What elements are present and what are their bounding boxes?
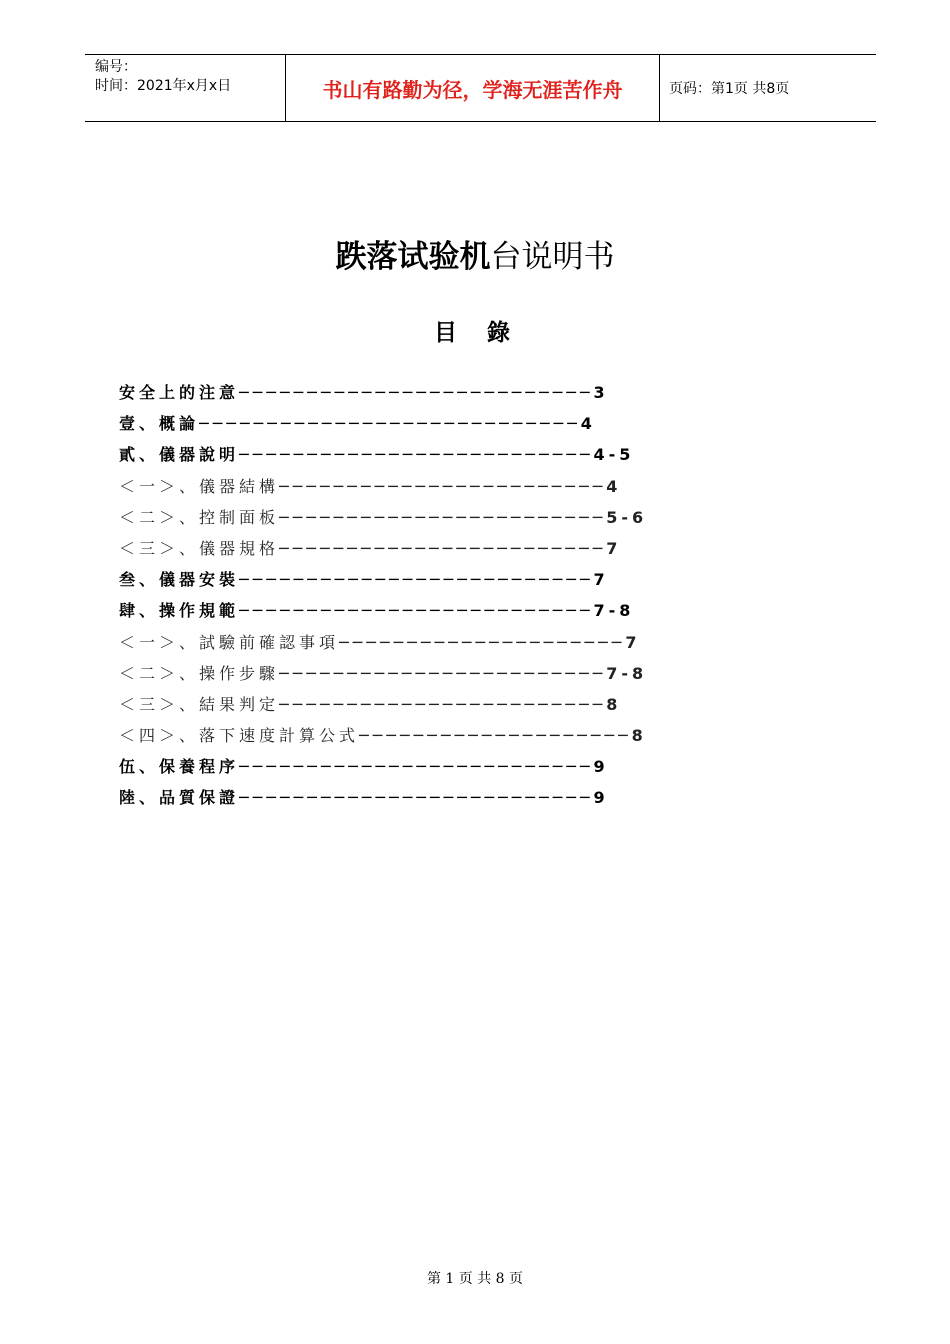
toc-entry-label: ＜四＞、落下速度計算公式 xyxy=(119,726,360,746)
toc-entry[interactable] xyxy=(119,692,719,723)
toc-entry-page: 4 xyxy=(580,414,596,434)
toc-entry[interactable] xyxy=(119,474,719,505)
title-normal-part: 台说明书 xyxy=(490,239,615,275)
toc-entry-page: 3 xyxy=(593,383,609,402)
toc-entry-leader: ──────────────────────── xyxy=(279,538,607,558)
toc-entry-leader: ────────────────────────── xyxy=(239,445,594,465)
toc-entry-leader: ────────────────────────── xyxy=(239,757,594,777)
toc-entry[interactable] xyxy=(119,505,719,536)
toc-heading: 目錄 xyxy=(434,320,540,346)
document-title xyxy=(0,233,950,281)
toc-entry-label: 貳、儀器說明 xyxy=(119,445,240,465)
toc-entry[interactable] xyxy=(119,411,719,442)
toc-entry-leader: ──────────────────── xyxy=(359,726,632,746)
toc-entry-page: 8 xyxy=(606,694,622,714)
toc-entry-leader: ────────────────────────── xyxy=(239,601,594,621)
toc-entry-leader: ──────────────────────── xyxy=(279,476,607,496)
toc-entry[interactable] xyxy=(119,442,719,473)
toc-entry-page: 5-6 xyxy=(606,507,648,527)
toc-entry-label: 壹、概論 xyxy=(119,414,200,434)
toc-entry[interactable] xyxy=(119,567,719,598)
toc-entry[interactable] xyxy=(119,723,719,754)
page-footer: 第 1 页 共 8 页 xyxy=(426,1271,524,1287)
toc-entry-page: 8 xyxy=(631,726,647,746)
number-label: 编号： xyxy=(95,59,137,75)
title-bold-part: 跌落试验机 xyxy=(335,239,491,275)
toc-entry-leader: ──────────────────────── xyxy=(279,663,607,683)
toc-entry-label: 伍、保養程序 xyxy=(119,757,240,777)
toc-entry-page: 7 xyxy=(593,570,609,590)
header-meta xyxy=(85,55,286,121)
toc-entry[interactable] xyxy=(119,536,719,567)
toc-entry-page: 7-8 xyxy=(593,601,635,621)
toc-entry-page: 9 xyxy=(593,788,609,808)
toc-entry-label: ＜三＞、儀器規格 xyxy=(119,538,280,558)
table-of-contents xyxy=(119,380,719,817)
toc-entry-label: ＜二＞、控制面板 xyxy=(119,507,280,527)
toc-entry-label: ＜一＞、儀器結構 xyxy=(119,476,280,496)
toc-entry[interactable] xyxy=(119,785,719,816)
toc-entry-label: 叁、儀器安裝 xyxy=(119,570,240,590)
toc-entry-label: ＜一＞、試驗前確認事項 xyxy=(119,632,340,652)
toc-entry[interactable] xyxy=(119,598,719,629)
header-motto: 书山有路勤为径，学海无涯苦作舟 xyxy=(286,55,660,121)
toc-entry-leader: ──────────────────────── xyxy=(279,694,607,714)
time-label: 时间：2021年x月x日 xyxy=(95,78,232,94)
toc-entry-label: ＜三＞、結果判定 xyxy=(119,694,280,714)
toc-entry-label: ＜二＞、操作步驟 xyxy=(119,663,280,683)
toc-entry-label: 陸、品質保證 xyxy=(119,788,240,808)
toc-entry-leader: ────────────────────────── xyxy=(239,788,594,808)
toc-entry-page: 7 xyxy=(606,538,622,558)
toc-entry-page: 4-5 xyxy=(593,445,635,465)
toc-entry-leader: ──────────────────────── xyxy=(279,507,607,527)
toc-entry-page: 7-8 xyxy=(606,663,648,683)
header-page-info: 页码：第1页 共8页 xyxy=(669,81,790,97)
toc-entry-label: 肆、操作規範 xyxy=(119,601,240,621)
toc-entry[interactable] xyxy=(119,380,719,411)
toc-entry[interactable] xyxy=(119,630,719,661)
toc-entry-leader: ───────────────────── xyxy=(339,632,626,652)
page-header xyxy=(85,54,876,122)
toc-entry-page: 9 xyxy=(593,757,609,777)
toc-entry-leader: ──────────────────────────── xyxy=(199,414,581,434)
toc-entry-label: 安全上的注意 xyxy=(119,383,240,402)
toc-entry-page: 4 xyxy=(606,476,622,496)
toc-entry-page: 7 xyxy=(625,632,641,652)
toc-entry-leader: ────────────────────────── xyxy=(239,383,594,402)
toc-entry-leader: ────────────────────────── xyxy=(239,570,594,590)
toc-entry[interactable] xyxy=(119,661,719,692)
toc-entry[interactable] xyxy=(119,754,719,785)
